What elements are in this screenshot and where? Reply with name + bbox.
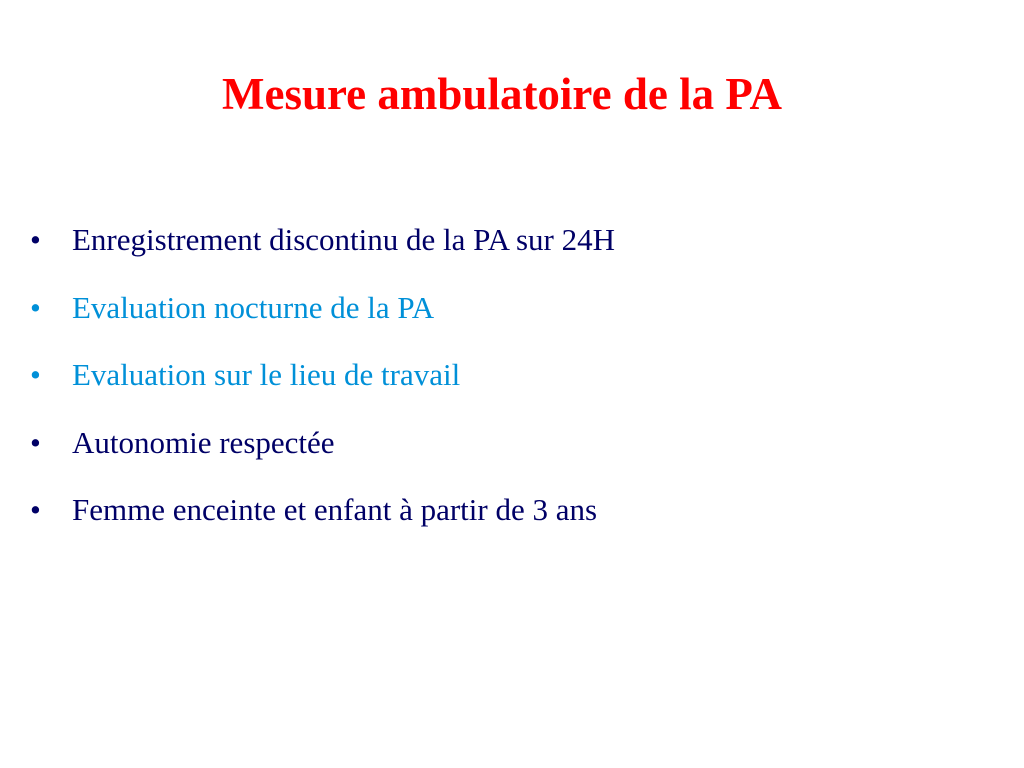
bullet-text: Femme enceinte et enfant à partir de 3 ans [72,492,598,527]
bullet-icon: • [30,492,41,527]
bullet-text: Evaluation sur le lieu de travail [72,357,461,392]
bullet-text: Evaluation nocturne de la PA [72,289,435,325]
bullet-item-workplace-evaluation [30,357,615,393]
bullet-text: Autonomie respectée [72,424,335,460]
bullet-list [30,222,615,560]
bullet-item-pregnant-children [30,492,615,528]
bullet-text: Enregistrement discontinu de la PA sur 24H [72,222,616,257]
bullet-item-night-evaluation [30,290,615,326]
bullet-icon: • [30,222,41,257]
bullet-item-recording [30,222,615,258]
bullet-icon: • [30,289,41,325]
bullet-icon: • [30,424,41,460]
bullet-item-autonomy [30,425,615,461]
bullet-icon: • [30,357,41,392]
slide-title: Mesure ambulatoire de la PA [222,69,782,119]
